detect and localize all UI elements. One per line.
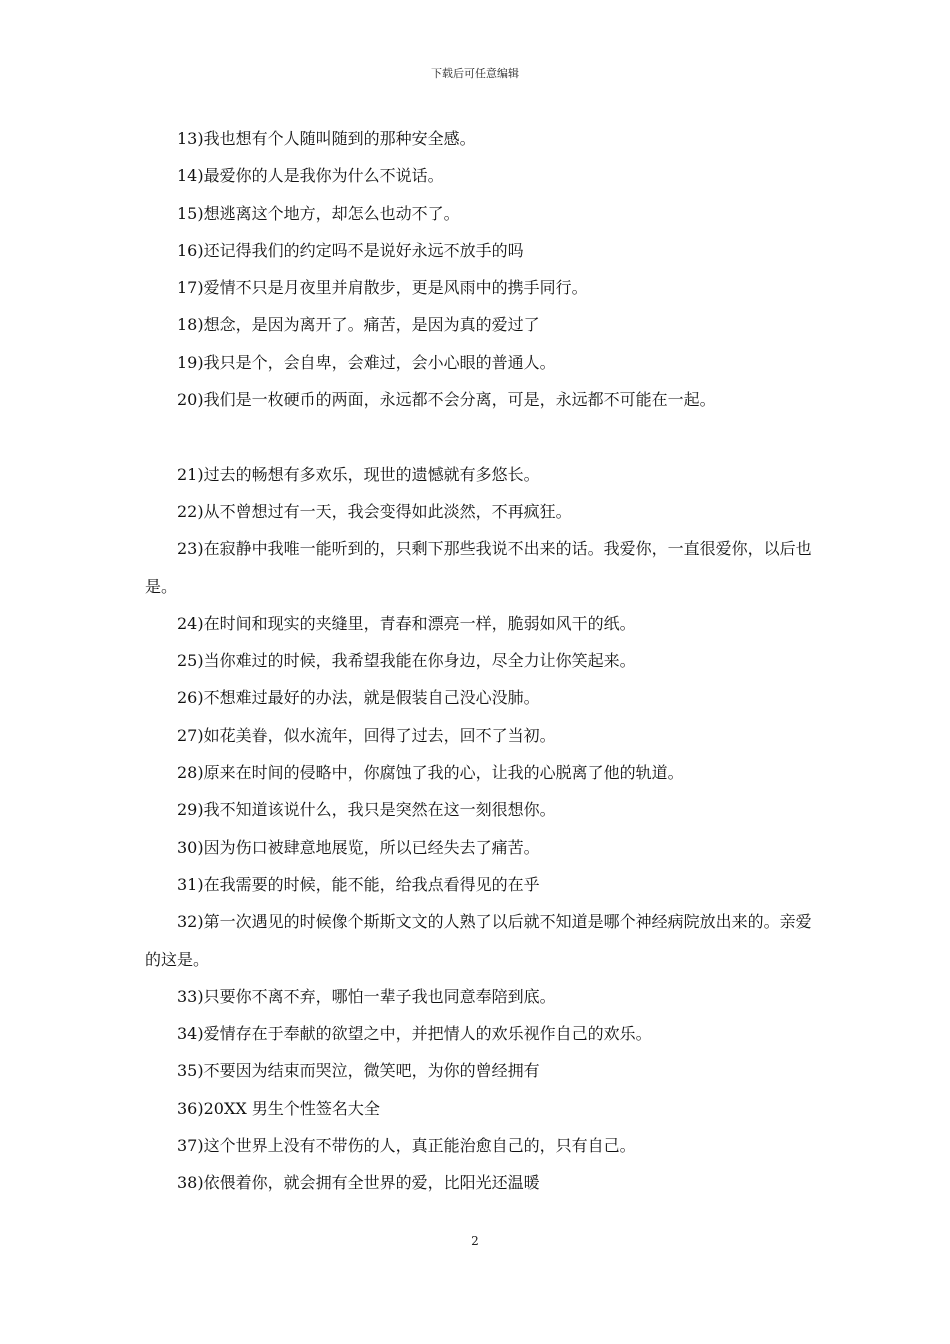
page-header: 下载后可任意编辑: [431, 67, 519, 80]
list-item: 34)爱情存在于奉献的欲望之中，并把情人的欢乐视作自己的欢乐。: [177, 1024, 652, 1044]
document-body: [145, 120, 820, 1202]
list-item: 13)我也想有个人随叫随到的那种安全感。: [177, 129, 476, 148]
page-number: 2: [471, 1234, 479, 1248]
list-item: 23)在寂静中我唯一能听到的，只剩下那些我说不出来的话。我爱你，一直很爱你，以后也是。: [145, 539, 812, 596]
blank-line: [145, 418, 820, 455]
list-item: 20)我们是一枚硬币的两面，永远都不会分离，可是，永远都不可能在一起。: [177, 390, 716, 410]
list-item: 32)第一次遇见的时候像个斯斯文文的人熟了以后就不知道是哪个神经病院放出来的。亲爱的这是。: [145, 912, 812, 969]
list-item: 26)不想难过最好的办法，就是假装自己没心没肺。: [177, 688, 540, 708]
list-item: 14)最爱你的人是我你为什么不说话。: [177, 166, 444, 186]
list-item: 28)原来在时间的侵略中，你腐蚀了我的心，让我的心脱离了他的轨道。: [177, 763, 684, 783]
list-item: 30)因为伤口被肆意地展览，所以已经失去了痛苦。: [177, 837, 540, 857]
list-item: 33)只要你不离不弃，哪怕一辈子我也同意奉陪到底。: [177, 986, 556, 1006]
list-item: 24)在时间和现实的夹缝里，青春和漂亮一样，脆弱如风干的纸。: [177, 613, 636, 633]
list-item: 22)从不曾想过有一天，我会变得如此淡然，不再疯狂。: [177, 501, 572, 521]
list-item: 27)如花美眷，似水流年，回得了过去，回不了当初。: [177, 725, 556, 745]
list-item: 18)想念，是因为离开了。痛苦，是因为真的爱过了: [177, 315, 540, 335]
list-item: 19)我只是个，会自卑，会难过，会小心眼的普通人。: [177, 352, 556, 372]
list-item: 36)20XX 男生个性签名大全: [177, 1098, 380, 1118]
list-item: 37)这个世界上没有不带伤的人，真正能治愈自己的，只有自己。: [177, 1136, 636, 1156]
list-item: 35)不要因为结束而哭泣，微笑吧，为你的曾经拥有: [177, 1061, 540, 1081]
list-item: 15)想逃离这个地方，却怎么也动不了。: [177, 203, 460, 223]
list-item: 16)还记得我们的约定吗不是说好永远不放手的吗: [177, 240, 524, 260]
list-item: 38)依偎着你，就会拥有全世界的爱，比阳光还温暖: [177, 1173, 540, 1193]
list-item: 29)我不知道该说什么，我只是突然在这一刻很想你。: [177, 800, 556, 820]
list-item: 21)过去的畅想有多欢乐，现世的遗憾就有多悠长。: [177, 464, 540, 484]
list-item: 17)爱情不只是月夜里并肩散步，更是风雨中的携手同行。: [177, 278, 588, 298]
list-item: 25)当你难过的时候，我希望我能在你身边，尽全力让你笑起来。: [177, 651, 636, 671]
list-item: 31)在我需要的时候，能不能，给我点看得见的在乎: [177, 874, 540, 894]
